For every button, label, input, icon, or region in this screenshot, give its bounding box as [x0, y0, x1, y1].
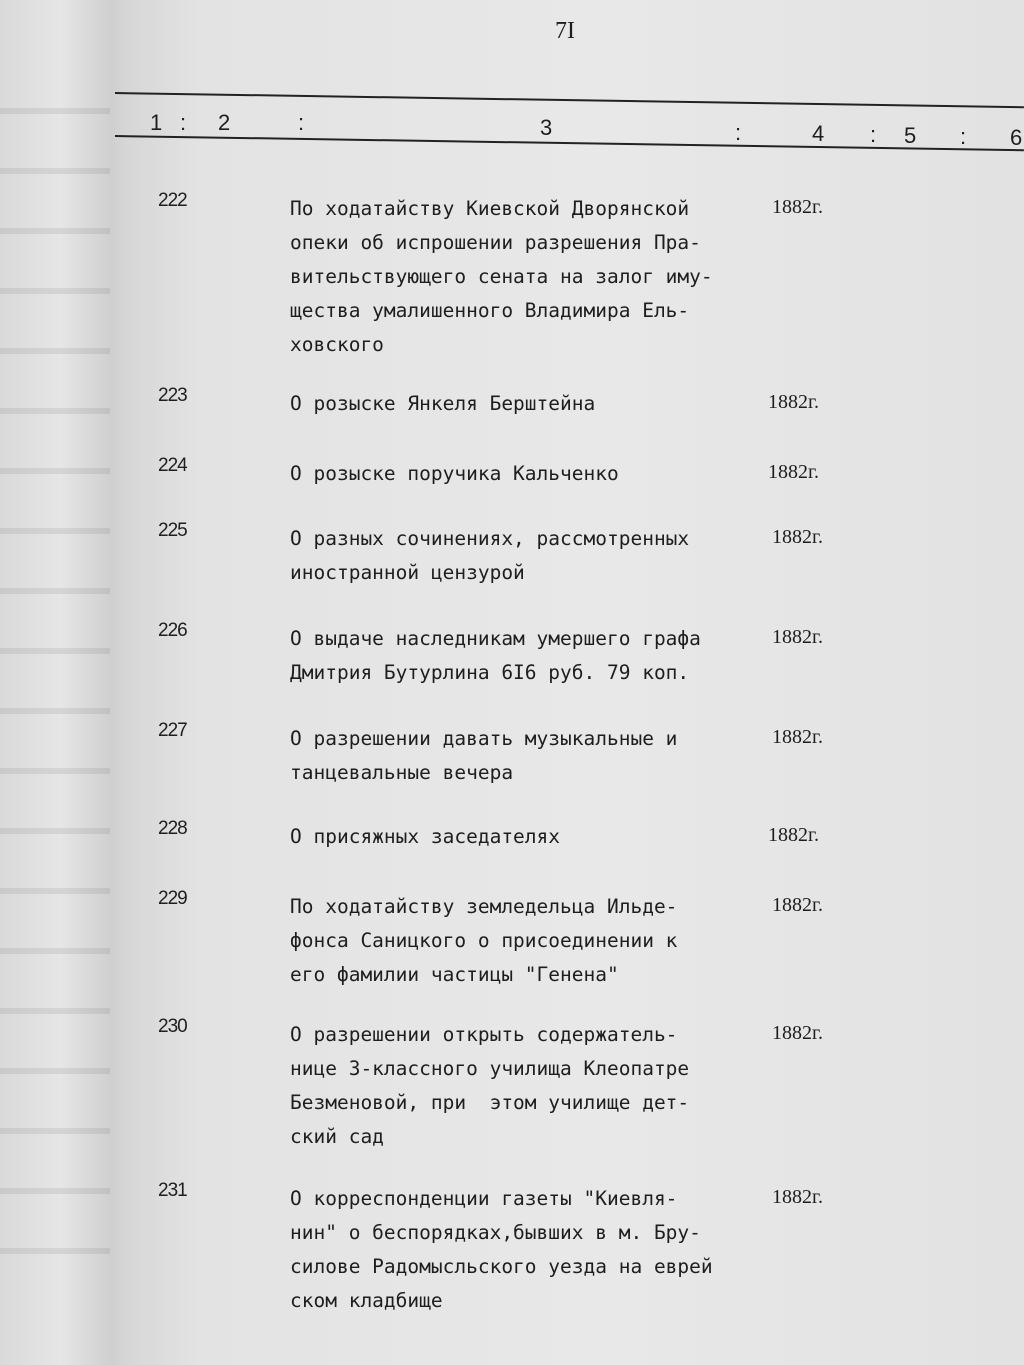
entry-description-line: По ходатайству земледельца Ильде- — [290, 895, 678, 918]
entry-description-line: фонса Саницкого о присоединении к — [290, 929, 678, 952]
entry-year: 1882г. — [768, 391, 819, 413]
column-separator: : — [735, 120, 742, 145]
entry-description-line: О розыске поручика Кальченко — [290, 462, 619, 485]
entry-year: 1882г. — [772, 726, 823, 748]
entry-description-line: вительствующего сената на залог иму- — [290, 265, 713, 288]
entry-description-line: О разных сочинениях, рассмотренных — [290, 527, 690, 550]
entry-description — [290, 1018, 689, 1154]
entry-description-line: Безменовой, при этом училище дет- — [290, 1091, 690, 1114]
entry-description-line: О выдаче наследникам умершего графа — [290, 627, 701, 650]
entry-description — [290, 1182, 713, 1318]
entry-description-line: О присяжных заседателях — [290, 825, 561, 848]
entry-description — [290, 457, 619, 491]
entry-number: 222 — [158, 190, 187, 211]
entry-number: 224 — [158, 455, 187, 476]
entry-description-line: О корреспонденции газеты "Киевля- — [290, 1187, 678, 1210]
entry-description — [290, 387, 595, 421]
bleed-through-margin — [0, 80, 110, 1280]
entry-year: 1882г. — [772, 526, 823, 548]
entry-description — [290, 192, 713, 362]
entry-number: 227 — [158, 720, 187, 741]
entry-year: 1882г. — [772, 1022, 823, 1044]
entry-description-line: иностранной цензурой — [290, 561, 525, 584]
entry-description-line: танцевальные вечера — [290, 761, 514, 784]
entry-description-line: силове Радомысльского уезда на еврей — [290, 1255, 713, 1278]
column-header-4: 4 — [812, 121, 825, 146]
entry-description-line: По ходатайству Киевской Дворянской — [290, 197, 690, 220]
entry-description — [290, 820, 560, 854]
entry-description — [290, 890, 677, 992]
entry-description-line: О розыске Янкеля Берштейна — [290, 392, 596, 415]
column-separator: : — [298, 110, 305, 135]
column-separator: : — [870, 122, 877, 147]
entry-year: 1882г. — [772, 196, 823, 218]
entry-description-line: опеки об испрошении разрешения Пра- — [290, 231, 701, 254]
entry-number: 223 — [158, 385, 187, 406]
entry-number: 229 — [158, 888, 187, 909]
entry-description-line: нице 3-классного училища Клеопатре — [290, 1057, 690, 1080]
entry-description — [290, 722, 677, 790]
entry-year: 1882г. — [772, 626, 823, 648]
column-header-5: 5 — [904, 123, 917, 148]
entry-description-line: нин" о беспорядках,бывших в м. Бру- — [290, 1221, 701, 1244]
column-separator: : — [180, 110, 187, 135]
table-top-rule — [115, 92, 1024, 108]
entry-year: 1882г. — [772, 1186, 823, 1208]
entry-year: 1882г. — [772, 894, 823, 916]
entry-number: 226 — [158, 620, 187, 641]
entry-number: 228 — [158, 818, 187, 839]
entry-description — [290, 622, 701, 690]
column-separator: : — [960, 124, 967, 149]
entry-number: 225 — [158, 520, 187, 541]
entry-number: 231 — [158, 1180, 187, 1201]
entry-number: 230 — [158, 1016, 187, 1037]
entry-description-line: ский сад — [290, 1125, 384, 1148]
column-header-2: 2 — [218, 110, 231, 135]
entry-description-line: его фамилии частицы "Генена" — [290, 963, 619, 986]
entry-year: 1882г. — [768, 461, 819, 483]
column-header-6: 6 — [1010, 125, 1023, 150]
column-header-3: 3 — [540, 115, 553, 140]
entry-description-line: щества умалишенного Владимира Ель- — [290, 299, 690, 322]
table-header-rule — [115, 135, 1024, 151]
entry-year: 1882г. — [768, 824, 819, 846]
entry-description — [290, 522, 689, 590]
page-number: 7I — [555, 18, 575, 44]
column-header-1: 1 — [150, 110, 163, 135]
entry-description-line: ском кладбище — [290, 1289, 443, 1312]
entry-description-line: ховского — [290, 333, 384, 356]
entry-description-line: О разрешении открыть содержатель- — [290, 1023, 678, 1046]
entry-description-line: Дмитрия Бутурлина 6I6 руб. 79 коп. — [290, 661, 690, 684]
entry-description-line: О разрешении давать музыкальные и — [290, 727, 678, 750]
